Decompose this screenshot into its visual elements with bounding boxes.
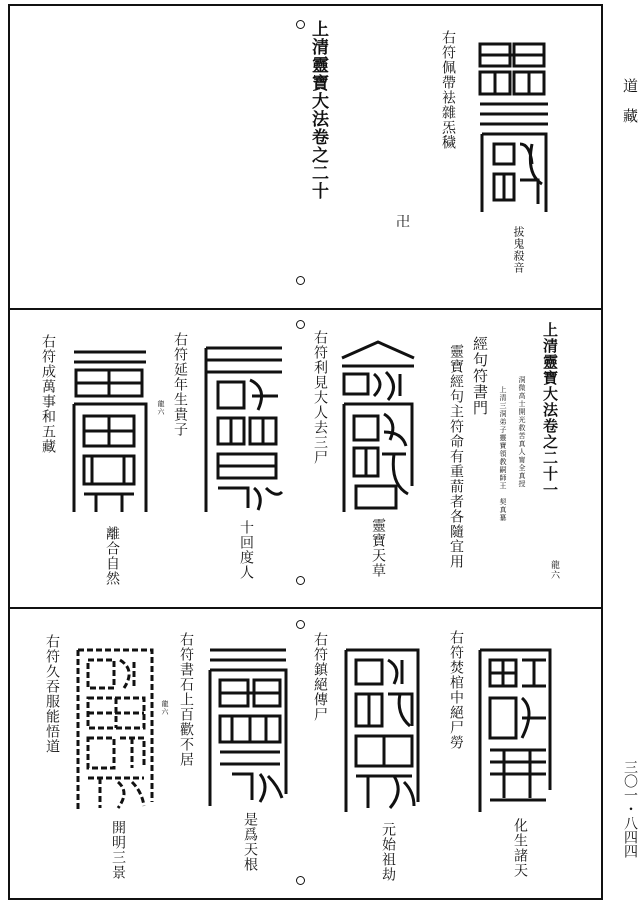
talisman-seal-icon: [202, 644, 294, 812]
charm-small-note: 龍六: [161, 700, 169, 716]
panel-divider-2: [10, 607, 601, 609]
talisman-seal-icon: [66, 346, 152, 518]
binding-hole-icon: [296, 876, 305, 885]
talisman-seal-icon: [70, 642, 160, 818]
charm-caption-top: 右符佩帶袪雜炁穢: [440, 30, 456, 150]
charm-small-note: 龍六: [157, 400, 165, 416]
charm-caption: 右符利見大人去三尸: [312, 330, 328, 465]
charm-label: 開明三景: [110, 820, 126, 880]
charm-label-top: 拔鬼殺音: [512, 226, 525, 274]
binding-hole-icon: [296, 276, 305, 285]
collection-label: 道 藏: [621, 78, 639, 123]
volume-title-top: 上清靈寶大法卷之二十: [308, 20, 328, 200]
charm-label: 元始祖劫: [380, 822, 396, 882]
talisman-seal-icon: [198, 342, 288, 518]
charm-caption: 右符延年生貴子: [172, 332, 188, 437]
section-title: 經句符書門: [471, 336, 489, 416]
author-line: 洞微高士開光救苦真人甯全真授: [518, 376, 526, 488]
binding-hole-icon: [296, 320, 305, 329]
talisman-seal-icon: [336, 336, 420, 518]
charm-caption: 右符鎮絕傳尸: [312, 632, 328, 722]
talisman-seal-icon: [474, 40, 554, 218]
charm-caption: 右符書石上百歡不居: [178, 632, 194, 767]
charm-label: 離合自然: [104, 526, 120, 586]
charm-label: 十回度人: [238, 520, 254, 580]
editor-line: 上清三洞弟子靈寶領教嗣師王 契真纂: [499, 386, 507, 522]
binding-hole-icon: [296, 20, 305, 29]
charm-caption: 右符成萬事和五藏: [40, 334, 56, 454]
charm-label: 是爲天根: [242, 812, 258, 872]
swastika-symbol: 卍: [394, 214, 410, 229]
binding-hole-icon: [296, 620, 305, 629]
section-intro: 靈寶經句主符命有重葥者各隨宜用: [448, 344, 464, 569]
volume-title-middle: 上清靈寶大法卷之二十一: [541, 322, 559, 498]
chapter-mark: 龍六: [549, 560, 559, 580]
charm-label: 化生諸天: [512, 818, 528, 878]
binding-hole-icon: [296, 576, 305, 585]
charm-caption: 右符焚棺中絕尸勞: [448, 630, 464, 750]
page-number: 三〇一・八四四: [622, 760, 638, 858]
charm-label: 靈寶天草: [370, 518, 386, 578]
talisman-seal-icon: [472, 640, 558, 818]
talisman-seal-icon: [338, 642, 426, 818]
charm-caption: 右符久吞服能悟道: [44, 634, 60, 754]
panel-divider-1: [10, 308, 601, 310]
